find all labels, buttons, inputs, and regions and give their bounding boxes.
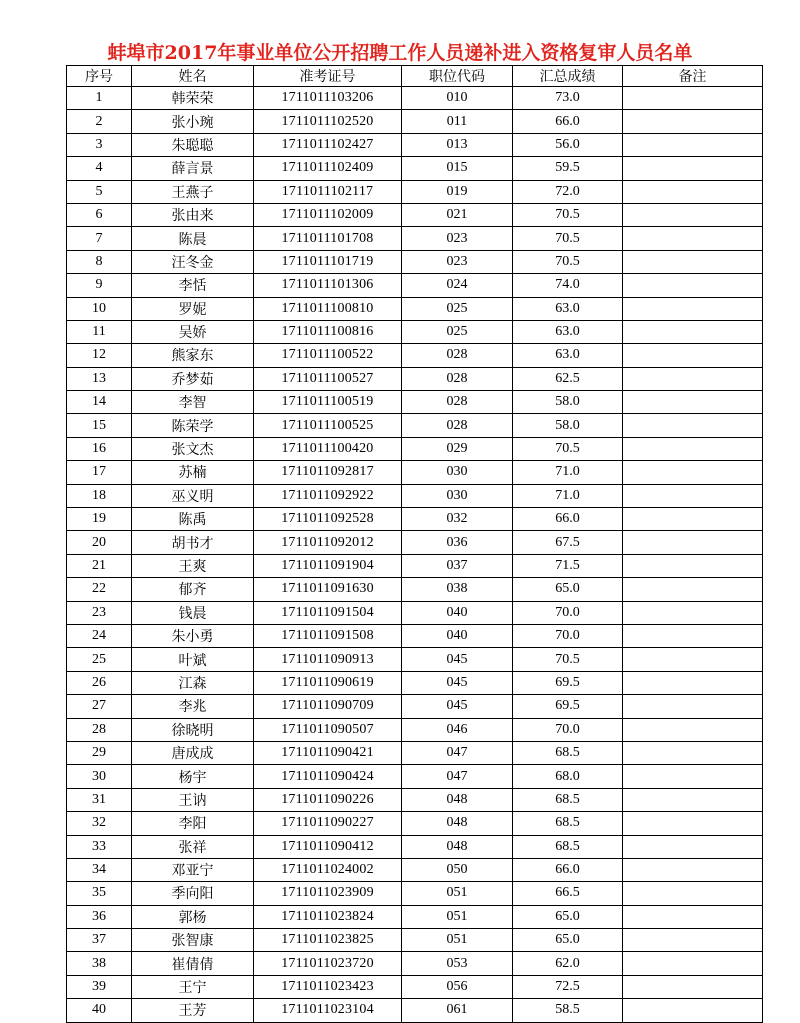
cell-total-score: 58.0 — [513, 414, 623, 437]
cell-remark — [623, 110, 763, 133]
cell-exam-id: 1711011102409 — [254, 157, 402, 180]
cell-name: 张智康 — [132, 929, 254, 952]
cell-position-code: 040 — [402, 601, 513, 624]
cell-seq: 35 — [67, 882, 132, 905]
cell-position-code: 045 — [402, 695, 513, 718]
cell-position-code: 024 — [402, 274, 513, 297]
cell-name: 巫义明 — [132, 484, 254, 507]
cell-total-score: 65.0 — [513, 905, 623, 928]
cell-remark — [623, 882, 763, 905]
cell-seq: 18 — [67, 484, 132, 507]
cell-position-code: 029 — [402, 437, 513, 460]
cell-name: 杨宇 — [132, 765, 254, 788]
cell-name: 张小琬 — [132, 110, 254, 133]
table-row — [67, 508, 763, 531]
table-row — [67, 578, 763, 601]
cell-name: 李智 — [132, 391, 254, 414]
table-row — [67, 671, 763, 694]
table-row — [67, 391, 763, 414]
cell-seq: 37 — [67, 929, 132, 952]
cell-total-score: 65.0 — [513, 929, 623, 952]
table-row — [67, 180, 763, 203]
cell-position-code: 050 — [402, 858, 513, 881]
table-row — [67, 484, 763, 507]
cell-exam-id: 1711011090619 — [254, 671, 402, 694]
table-row — [67, 835, 763, 858]
cell-exam-id: 1711011091904 — [254, 554, 402, 577]
cell-total-score: 63.0 — [513, 297, 623, 320]
table-row — [67, 274, 763, 297]
cell-seq: 39 — [67, 975, 132, 998]
cell-total-score: 72.5 — [513, 975, 623, 998]
cell-total-score: 69.5 — [513, 695, 623, 718]
header-name: 姓名 — [132, 66, 254, 87]
cell-seq: 10 — [67, 297, 132, 320]
cell-exam-id: 1711011100527 — [254, 367, 402, 390]
cell-name: 李兆 — [132, 695, 254, 718]
cell-exam-id: 1711011090507 — [254, 718, 402, 741]
cell-position-code: 028 — [402, 367, 513, 390]
cell-total-score: 70.5 — [513, 227, 623, 250]
cell-name: 李恬 — [132, 274, 254, 297]
table-row — [67, 554, 763, 577]
cell-exam-id: 1711011090421 — [254, 741, 402, 764]
cell-exam-id: 1711011023825 — [254, 929, 402, 952]
cell-total-score: 70.5 — [513, 437, 623, 460]
cell-name: 韩荣荣 — [132, 87, 254, 110]
cell-position-code: 036 — [402, 531, 513, 554]
cell-total-score: 70.5 — [513, 648, 623, 671]
header-seq: 序号 — [67, 66, 132, 87]
table-header-row — [67, 66, 763, 87]
cell-remark — [623, 297, 763, 320]
cell-exam-id: 1711011023824 — [254, 905, 402, 928]
cell-position-code: 011 — [402, 110, 513, 133]
cell-seq: 23 — [67, 601, 132, 624]
cell-seq: 32 — [67, 812, 132, 835]
cell-exam-id: 1711011092922 — [254, 484, 402, 507]
cell-remark — [623, 367, 763, 390]
cell-seq: 38 — [67, 952, 132, 975]
cell-total-score: 62.5 — [513, 367, 623, 390]
cell-total-score: 70.0 — [513, 624, 623, 647]
cell-total-score: 71.0 — [513, 484, 623, 507]
cell-name: 苏楠 — [132, 461, 254, 484]
table-row — [67, 320, 763, 343]
cell-exam-id: 1711011100522 — [254, 344, 402, 367]
cell-exam-id: 1711011100519 — [254, 391, 402, 414]
cell-remark — [623, 531, 763, 554]
cell-exam-id: 1711011103206 — [254, 87, 402, 110]
cell-remark — [623, 227, 763, 250]
table-row — [67, 414, 763, 437]
table-row — [67, 437, 763, 460]
cell-seq: 3 — [67, 133, 132, 156]
cell-seq: 2 — [67, 110, 132, 133]
cell-total-score: 66.0 — [513, 508, 623, 531]
cell-name: 钱晨 — [132, 601, 254, 624]
cell-remark — [623, 999, 763, 1022]
table-row — [67, 952, 763, 975]
cell-position-code: 025 — [402, 320, 513, 343]
cell-exam-id: 1711011101306 — [254, 274, 402, 297]
cell-remark — [623, 695, 763, 718]
cell-name: 江森 — [132, 671, 254, 694]
cell-remark — [623, 741, 763, 764]
cell-exam-id: 1711011090227 — [254, 812, 402, 835]
cell-exam-id: 1711011090424 — [254, 765, 402, 788]
cell-seq: 24 — [67, 624, 132, 647]
cell-position-code: 032 — [402, 508, 513, 531]
table-row — [67, 788, 763, 811]
cell-seq: 16 — [67, 437, 132, 460]
cell-remark — [623, 835, 763, 858]
cell-remark — [623, 671, 763, 694]
cell-seq: 30 — [67, 765, 132, 788]
cell-remark — [623, 929, 763, 952]
cell-seq: 25 — [67, 648, 132, 671]
cell-position-code: 023 — [402, 227, 513, 250]
cell-remark — [623, 952, 763, 975]
cell-exam-id: 1711011023104 — [254, 999, 402, 1022]
cell-remark — [623, 788, 763, 811]
cell-total-score: 62.0 — [513, 952, 623, 975]
cell-position-code: 045 — [402, 671, 513, 694]
cell-seq: 1 — [67, 87, 132, 110]
header-total-score: 汇总成绩 — [513, 66, 623, 87]
cell-total-score: 68.0 — [513, 765, 623, 788]
cell-seq: 40 — [67, 999, 132, 1022]
cell-seq: 5 — [67, 180, 132, 203]
cell-name: 王燕子 — [132, 180, 254, 203]
cell-exam-id: 1711011100420 — [254, 437, 402, 460]
table-row — [67, 133, 763, 156]
table-row — [67, 297, 763, 320]
cell-exam-id: 1711011023909 — [254, 882, 402, 905]
cell-total-score: 71.5 — [513, 554, 623, 577]
cell-name: 王讷 — [132, 788, 254, 811]
cell-seq: 21 — [67, 554, 132, 577]
cell-total-score: 70.5 — [513, 203, 623, 226]
cell-seq: 7 — [67, 227, 132, 250]
cell-remark — [623, 250, 763, 273]
table-row — [67, 531, 763, 554]
cell-position-code: 010 — [402, 87, 513, 110]
cell-position-code: 048 — [402, 812, 513, 835]
table-row — [67, 157, 763, 180]
table-row — [67, 765, 763, 788]
cell-name: 张文杰 — [132, 437, 254, 460]
cell-total-score: 68.5 — [513, 812, 623, 835]
cell-exam-id: 1711011090226 — [254, 788, 402, 811]
cell-total-score: 71.0 — [513, 461, 623, 484]
cell-position-code: 047 — [402, 765, 513, 788]
cell-position-code: 051 — [402, 905, 513, 928]
cell-name: 王爽 — [132, 554, 254, 577]
header-remark: 备注 — [623, 66, 763, 87]
cell-total-score: 58.0 — [513, 391, 623, 414]
cell-remark — [623, 718, 763, 741]
table-row — [67, 367, 763, 390]
cell-name: 邓亚宁 — [132, 858, 254, 881]
cell-total-score: 69.5 — [513, 671, 623, 694]
cell-seq: 6 — [67, 203, 132, 226]
cell-name: 陈晨 — [132, 227, 254, 250]
cell-total-score: 70.5 — [513, 250, 623, 273]
cell-remark — [623, 437, 763, 460]
cell-exam-id: 1711011100525 — [254, 414, 402, 437]
cell-total-score: 63.0 — [513, 344, 623, 367]
table-row — [67, 601, 763, 624]
cell-total-score: 66.0 — [513, 110, 623, 133]
cell-remark — [623, 812, 763, 835]
cell-seq: 22 — [67, 578, 132, 601]
cell-total-score: 58.5 — [513, 999, 623, 1022]
cell-name: 陈禹 — [132, 508, 254, 531]
cell-position-code: 047 — [402, 741, 513, 764]
cell-seq: 20 — [67, 531, 132, 554]
cell-position-code: 021 — [402, 203, 513, 226]
cell-remark — [623, 975, 763, 998]
cell-total-score: 68.5 — [513, 835, 623, 858]
cell-position-code: 048 — [402, 835, 513, 858]
cell-seq: 27 — [67, 695, 132, 718]
cell-remark — [623, 601, 763, 624]
table-row — [67, 741, 763, 764]
cell-exam-id: 1711011100816 — [254, 320, 402, 343]
cell-remark — [623, 344, 763, 367]
cell-seq: 36 — [67, 905, 132, 928]
table-row — [67, 929, 763, 952]
cell-name: 王宁 — [132, 975, 254, 998]
cell-total-score: 73.0 — [513, 87, 623, 110]
cell-total-score: 74.0 — [513, 274, 623, 297]
cell-remark — [623, 320, 763, 343]
cell-seq: 4 — [67, 157, 132, 180]
cell-seq: 15 — [67, 414, 132, 437]
cell-remark — [623, 414, 763, 437]
table-row — [67, 905, 763, 928]
table-row — [67, 695, 763, 718]
cell-remark — [623, 905, 763, 928]
cell-exam-id: 1711011101708 — [254, 227, 402, 250]
table-row — [67, 87, 763, 110]
cell-seq: 17 — [67, 461, 132, 484]
cell-name: 叶斌 — [132, 648, 254, 671]
table-row — [67, 344, 763, 367]
cell-total-score: 70.0 — [513, 718, 623, 741]
cell-name: 徐晓明 — [132, 718, 254, 741]
cell-exam-id: 1711011092012 — [254, 531, 402, 554]
cell-seq: 28 — [67, 718, 132, 741]
cell-remark — [623, 274, 763, 297]
cell-remark — [623, 508, 763, 531]
cell-exam-id: 1711011090913 — [254, 648, 402, 671]
cell-remark — [623, 765, 763, 788]
cell-remark — [623, 484, 763, 507]
cell-name: 罗妮 — [132, 297, 254, 320]
cell-seq: 12 — [67, 344, 132, 367]
cell-exam-id: 1711011023423 — [254, 975, 402, 998]
cell-remark — [623, 203, 763, 226]
header-position-code: 职位代码 — [402, 66, 513, 87]
table-row — [67, 227, 763, 250]
table-row — [67, 648, 763, 671]
table-row — [67, 250, 763, 273]
cell-position-code: 030 — [402, 461, 513, 484]
table-row — [67, 110, 763, 133]
cell-exam-id: 1711011090412 — [254, 835, 402, 858]
cell-position-code: 013 — [402, 133, 513, 156]
cell-name: 季向阳 — [132, 882, 254, 905]
cell-exam-id: 1711011091630 — [254, 578, 402, 601]
cell-exam-id: 1711011102520 — [254, 110, 402, 133]
table-row — [67, 718, 763, 741]
cell-position-code: 048 — [402, 788, 513, 811]
cell-name: 王芳 — [132, 999, 254, 1022]
cell-total-score: 68.5 — [513, 741, 623, 764]
cell-name: 崔倩倩 — [132, 952, 254, 975]
cell-position-code: 038 — [402, 578, 513, 601]
cell-position-code: 028 — [402, 391, 513, 414]
table-row — [67, 624, 763, 647]
cell-total-score: 59.5 — [513, 157, 623, 180]
cell-name: 唐成成 — [132, 741, 254, 764]
cell-exam-id: 1711011092817 — [254, 461, 402, 484]
table-row — [67, 461, 763, 484]
cell-name: 熊家东 — [132, 344, 254, 367]
cell-position-code: 056 — [402, 975, 513, 998]
table-row — [67, 882, 763, 905]
cell-total-score: 68.5 — [513, 788, 623, 811]
cell-position-code: 040 — [402, 624, 513, 647]
cell-name: 乔梦茹 — [132, 367, 254, 390]
cell-remark — [623, 578, 763, 601]
cell-seq: 31 — [67, 788, 132, 811]
cell-name: 薛言景 — [132, 157, 254, 180]
cell-position-code: 015 — [402, 157, 513, 180]
cell-position-code: 025 — [402, 297, 513, 320]
cell-position-code: 019 — [402, 180, 513, 203]
cell-name: 朱小勇 — [132, 624, 254, 647]
cell-position-code: 037 — [402, 554, 513, 577]
cell-seq: 11 — [67, 320, 132, 343]
cell-seq: 33 — [67, 835, 132, 858]
cell-name: 郭杨 — [132, 905, 254, 928]
cell-name: 李阳 — [132, 812, 254, 835]
cell-total-score: 70.0 — [513, 601, 623, 624]
cell-exam-id: 1711011090709 — [254, 695, 402, 718]
candidate-table — [66, 65, 763, 1023]
table-row — [67, 975, 763, 998]
cell-exam-id: 1711011100810 — [254, 297, 402, 320]
cell-position-code: 045 — [402, 648, 513, 671]
cell-position-code: 061 — [402, 999, 513, 1022]
cell-exam-id: 1711011024002 — [254, 858, 402, 881]
cell-total-score: 67.5 — [513, 531, 623, 554]
cell-position-code: 051 — [402, 882, 513, 905]
cell-seq: 14 — [67, 391, 132, 414]
cell-seq: 34 — [67, 858, 132, 881]
cell-name: 张祥 — [132, 835, 254, 858]
cell-name: 吴娇 — [132, 320, 254, 343]
cell-seq: 8 — [67, 250, 132, 273]
cell-remark — [623, 133, 763, 156]
cell-position-code: 030 — [402, 484, 513, 507]
cell-remark — [623, 157, 763, 180]
cell-remark — [623, 180, 763, 203]
cell-name: 胡书才 — [132, 531, 254, 554]
document-title: 蚌埠市2017年事业单位公开招聘工作人员递补进入资格复审人员名单 — [107, 42, 693, 64]
header-exam-id: 准考证号 — [254, 66, 402, 87]
cell-seq: 29 — [67, 741, 132, 764]
cell-seq: 19 — [67, 508, 132, 531]
cell-remark — [623, 87, 763, 110]
cell-remark — [623, 391, 763, 414]
cell-position-code: 028 — [402, 414, 513, 437]
cell-total-score: 56.0 — [513, 133, 623, 156]
cell-position-code: 053 — [402, 952, 513, 975]
table-row — [67, 858, 763, 881]
cell-exam-id: 1711011101719 — [254, 250, 402, 273]
cell-remark — [623, 858, 763, 881]
cell-total-score: 66.5 — [513, 882, 623, 905]
cell-remark — [623, 624, 763, 647]
cell-remark — [623, 461, 763, 484]
cell-exam-id: 1711011102117 — [254, 180, 402, 203]
cell-position-code: 028 — [402, 344, 513, 367]
cell-position-code: 023 — [402, 250, 513, 273]
cell-remark — [623, 554, 763, 577]
cell-name: 朱聪聪 — [132, 133, 254, 156]
cell-exam-id: 1711011023720 — [254, 952, 402, 975]
cell-seq: 9 — [67, 274, 132, 297]
cell-name: 陈荣学 — [132, 414, 254, 437]
cell-exam-id: 1711011091504 — [254, 601, 402, 624]
cell-exam-id: 1711011102009 — [254, 203, 402, 226]
cell-exam-id: 1711011102427 — [254, 133, 402, 156]
cell-name: 张由来 — [132, 203, 254, 226]
cell-total-score: 66.0 — [513, 858, 623, 881]
cell-seq: 13 — [67, 367, 132, 390]
table-row — [67, 203, 763, 226]
cell-exam-id: 1711011092528 — [254, 508, 402, 531]
cell-name: 汪冬金 — [132, 250, 254, 273]
cell-total-score: 63.0 — [513, 320, 623, 343]
cell-total-score: 65.0 — [513, 578, 623, 601]
table-row — [67, 812, 763, 835]
cell-position-code: 051 — [402, 929, 513, 952]
cell-remark — [623, 648, 763, 671]
cell-total-score: 72.0 — [513, 180, 623, 203]
cell-seq: 26 — [67, 671, 132, 694]
cell-position-code: 046 — [402, 718, 513, 741]
cell-exam-id: 1711011091508 — [254, 624, 402, 647]
cell-name: 郁齐 — [132, 578, 254, 601]
table-row — [67, 999, 763, 1022]
